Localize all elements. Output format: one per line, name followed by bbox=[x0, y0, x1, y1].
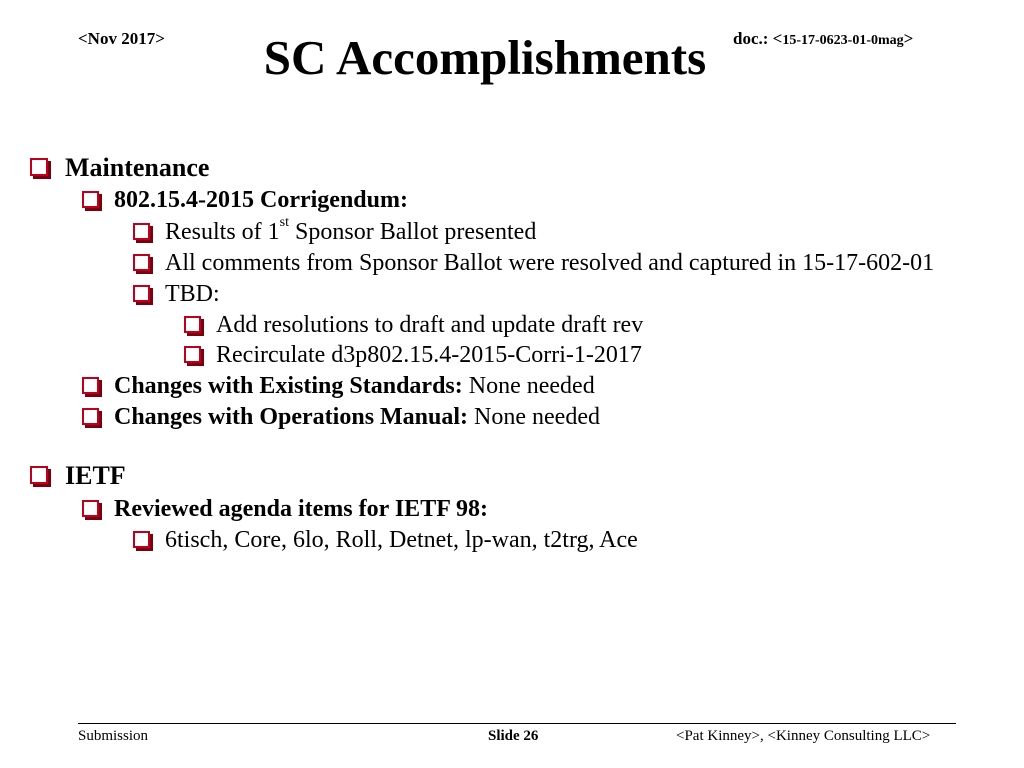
checkbox-bullet-icon bbox=[82, 500, 100, 518]
bullet-maintenance bbox=[30, 154, 209, 182]
footer-divider bbox=[78, 723, 956, 724]
checkbox-bullet-icon bbox=[82, 377, 100, 395]
bullet-changes-standards bbox=[82, 372, 595, 400]
bullet-text: Maintenance bbox=[65, 153, 210, 182]
bullet-all-comments bbox=[133, 249, 934, 277]
bullet-tbd bbox=[133, 280, 220, 308]
checkbox-bullet-icon bbox=[30, 466, 50, 486]
bullet-changes-operations bbox=[82, 403, 600, 431]
doc-end: > bbox=[903, 29, 914, 48]
bullet-corrigendum bbox=[82, 186, 408, 214]
bullet-ietf bbox=[30, 462, 126, 490]
checkbox-bullet-icon bbox=[133, 285, 151, 303]
bullet-text: Reviewed agenda items for IETF 98: bbox=[114, 496, 488, 522]
bullet-text: All comments from Sponsor Ballot were resolved and captured in 15-17-602-01 bbox=[165, 250, 935, 276]
bullet-text: Recirculate d3p802.15.4-2015-Corri-1-2017 bbox=[216, 342, 642, 368]
checkbox-bullet-icon bbox=[184, 346, 202, 364]
checkbox-bullet-icon bbox=[133, 223, 151, 241]
bullet-text: Changes with Operations Manual: None needed bbox=[114, 404, 600, 430]
bullet-text: Add resolutions to draft and update draft rev bbox=[216, 312, 644, 338]
doc-label: doc.: < bbox=[733, 29, 783, 48]
footer-submission: Submission bbox=[78, 728, 149, 744]
slide-title: SC Accomplishments bbox=[263, 30, 707, 85]
footer-author: <Pat Kinney>, <Kinney Consulting LLC> bbox=[676, 728, 931, 744]
bullet-text: IETF bbox=[65, 461, 126, 490]
bullet-text: 802.15.4-2015 Corrigendum: bbox=[114, 187, 408, 213]
doc-number: 15-17-0623-01-0mag bbox=[782, 33, 904, 48]
checkbox-bullet-icon bbox=[82, 408, 100, 426]
checkbox-bullet-icon bbox=[82, 191, 100, 209]
footer-slide-number: Slide 26 bbox=[488, 728, 539, 744]
bullet-ietf-groups bbox=[133, 526, 638, 554]
bullet-text: TBD: bbox=[165, 281, 220, 307]
bullet-reviewed bbox=[82, 495, 488, 523]
checkbox-bullet-icon bbox=[184, 316, 202, 334]
bullet-add-resolutions bbox=[184, 311, 643, 339]
bullet-text: 6tisch, Core, 6lo, Roll, Detnet, lp-wan, t2trg, Ace bbox=[165, 527, 638, 553]
bullet-results bbox=[133, 215, 537, 246]
bullet-recirculate bbox=[184, 341, 642, 369]
checkbox-bullet-icon bbox=[30, 158, 50, 178]
bullet-text: Results of 1st Sponsor Ballot presented bbox=[165, 215, 537, 245]
checkbox-bullet-icon bbox=[133, 531, 151, 549]
superscript-st: st bbox=[279, 215, 290, 230]
header-date: <Nov 2017> bbox=[78, 29, 165, 48]
bullet-text: Changes with Existing Standards: None needed bbox=[114, 373, 595, 399]
checkbox-bullet-icon bbox=[133, 254, 151, 272]
